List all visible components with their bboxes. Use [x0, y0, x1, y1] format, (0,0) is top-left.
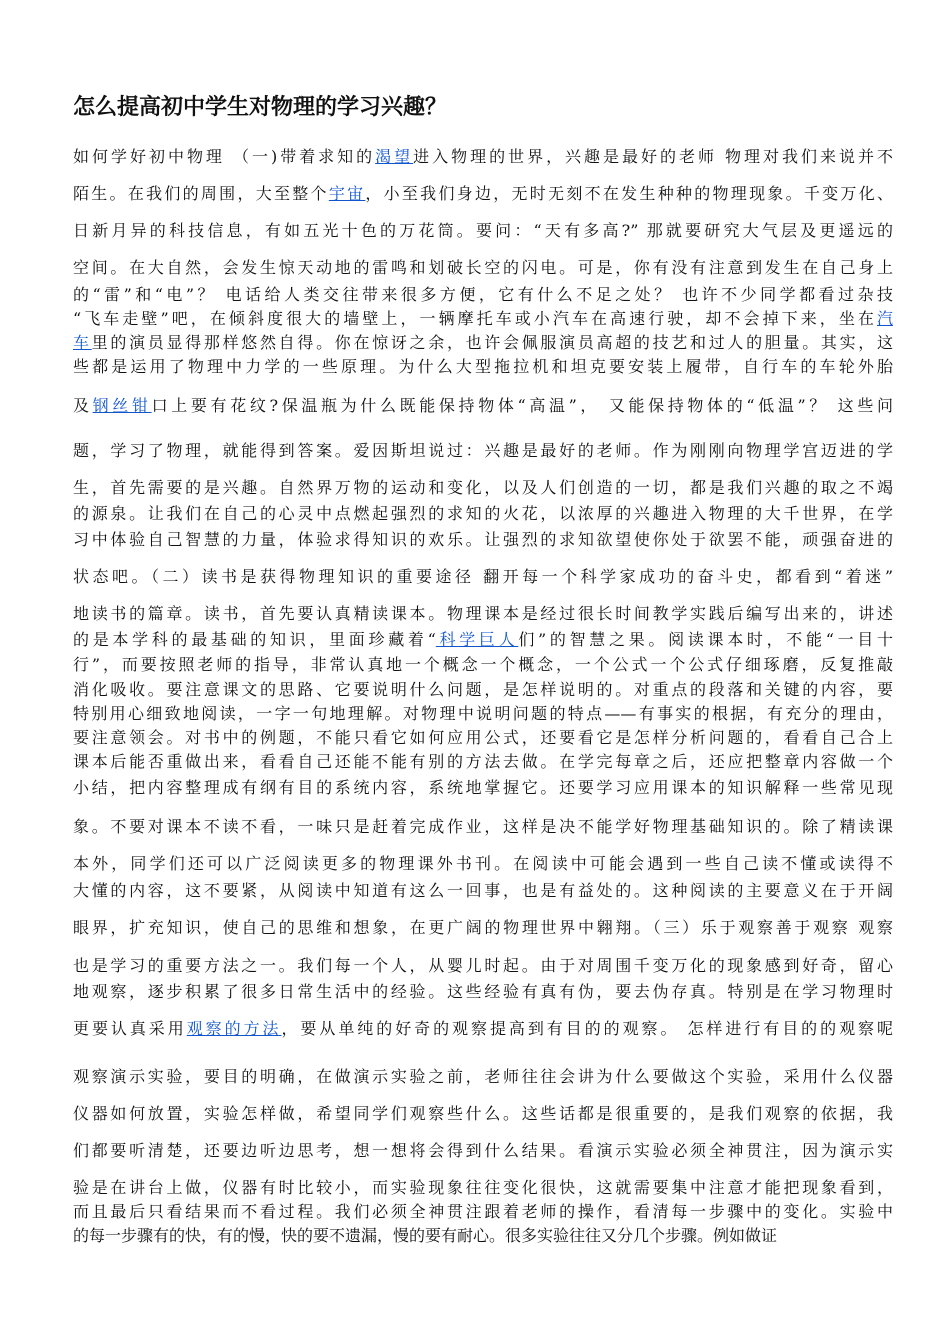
text-run: 的每一步骤有的快，有的慢，快的要不遗漏，慢的要有耐心。很多实验往往又分几个步骤。例如做证 [73, 1226, 778, 1245]
text-line [73, 1201, 893, 1223]
inline-link[interactable]: 宇宙 [328, 184, 366, 203]
text-run: 状态吧。（二）读书是获得物理知识的重要途径 翻开每一个科学家成功的奋斗史，都看到“着迷” [73, 567, 893, 586]
text-run: 日新月异的科技信息，有如五光十色的万花筒。要问：“天有多高?” 那就要研究大气层及更遥远的 [73, 221, 893, 240]
text-line [73, 356, 893, 378]
text-run: ，小至我们身边，无时无刻不在发生种种的物理现象。千变万化、 [365, 184, 893, 203]
text-run: 本外，同学们还可以广泛阅读更多的物理课外书刊。在阅读中可能会遇到一些自己读不懂或读得不 [73, 854, 893, 873]
text-run: 眼界，扩充知识，使自己的思维和想象，在更广阔的物理世界中翱翔。（三）乐于观察善于观察 观察 [73, 918, 893, 937]
text-line [73, 917, 893, 939]
text-line [73, 1177, 893, 1199]
text-run: 些都是运用了物理中力学的一些原理。为什么大型拖拉机和坦克要安装上履带，自行车的车轮外胎 [73, 357, 893, 376]
text-line [73, 654, 893, 676]
text-line [73, 603, 893, 625]
text-run: 验是在讲台上做，仪器有时比较小，而实验现象往往变化很快，这就需要集中注意才能把现象看到， [73, 1178, 893, 1197]
text-run: 空间。在大自然，会发生惊天动地的雷鸣和划破长空的闪电。可是，你有没有注意到发生在自己身上 [73, 258, 893, 277]
text-line [73, 777, 893, 799]
text-line [73, 477, 893, 499]
document-title: 怎么提高初中学生对物理的学习兴趣？ [73, 94, 448, 120]
text-line [73, 332, 893, 354]
text-line [73, 566, 893, 588]
text-run: 里的演员显得那样悠然自得。你在惊讶之余，也许会佩服演员高超的技艺和过人的胆量。其实，这 [91, 333, 893, 352]
text-line [73, 395, 893, 417]
text-line [73, 880, 893, 902]
text-run: 的是本学科的最基础的知识，里面珍藏着“ [73, 630, 436, 649]
text-run: 题，学习了物理，就能得到答案。爱因斯坦说过：兴趣是最好的老师。作为刚刚向物理学宫迈进的学 [73, 441, 893, 460]
text-run: 们都要听清楚，还要边听边思考，想一想将会得到什么结果。看演示实验必须全神贯注，因为演示实 [73, 1141, 893, 1160]
text-run: 地读书的篇章。读书，首先要认真精读课本。物理课本是经过很长时间教学实践后编写出来的，讲述 [73, 604, 893, 623]
inline-link[interactable]: 钢丝钳 [92, 396, 152, 415]
text-line [73, 183, 893, 205]
text-run: 行”，而要按照老师的指导，非常认真地一个概念一个概念，一个公式一个公式仔细琢磨，反复推敲 [73, 655, 893, 674]
text-run: 如何学好初中物理 （一)带着求知的 [73, 147, 376, 166]
text-line [73, 1225, 893, 1247]
text-run: 观察演示实验，要目的明确，在做演示实验之前，老师往往会讲为什么要做这个实验，采用什么仪器 [73, 1067, 893, 1086]
text-line [73, 703, 893, 725]
text-run: 的“雷”和“电”？ 电话给人类交往带来很多方便，它有什么不足之处？ 也许不少同学都看过杂技 [73, 285, 893, 304]
text-run: ，要从单纯的好奇的观察提高到有目的的观察。 怎样进行有目的的观察呢 [281, 1019, 893, 1038]
text-line [73, 220, 893, 242]
inline-link[interactable]: 车 [73, 333, 92, 352]
text-run: 象。不要对课本不读不看，一味只是赶着完成作业，这样是决不能学好物理基础知识的。除了精读课 [73, 817, 893, 836]
text-run: 消化吸收。要注意课文的思路、它要说明什么问题，是怎样说明的。对重点的段落和关键的内容，要 [73, 680, 893, 699]
inline-link[interactable]: 渴望 [375, 147, 414, 166]
text-line [73, 751, 893, 773]
text-line [73, 503, 893, 525]
inline-link[interactable]: 科学巨人 [435, 630, 519, 649]
text-line [73, 1103, 893, 1125]
text-run: “飞车走壁”吧，在倾斜度很大的墙壁上，一辆摩托车或小汽车在高速行驶，却不会掉下来，坐在 [73, 309, 877, 328]
text-line [73, 1066, 893, 1088]
text-run: 生，首先需要的是兴趣。自然界万物的运动和变化，以及人们创造的一切，都是我们兴趣的取之不竭 [73, 478, 893, 497]
text-run: 们”的智慧之果。阅读课本时，不能“一目十 [518, 630, 893, 649]
text-line [73, 816, 893, 838]
text-run: 仪器如何放置，实验怎样做，希望同学们观察些什么。这些话都是很重要的，是我们观察的依据，我 [73, 1104, 893, 1123]
text-line [73, 1018, 893, 1040]
text-run: 习中体验自己智慧的力量，体验求得知识的欢乐。让强烈的求知欲望使你处于欲罢不能，顽强奋进的 [73, 530, 893, 549]
text-run: 更要认真采用 [73, 1019, 187, 1038]
text-line [73, 257, 893, 279]
text-run: 小结，把内容整理成有纲有目的系统内容，系统地掌握它。还要学习应用课本的知识解释一些常见现 [73, 778, 893, 797]
text-line [73, 629, 893, 651]
text-run: 大懂的内容，这不要紧，从阅读中知道有这么一回事，也是有益处的。这种阅读的主要意义在于开阔 [73, 881, 893, 900]
text-line [73, 284, 893, 306]
text-run: 地观察，逐步积累了很多日常生活中的经验。这些经验有真有伪，要去伪存真。特别是在学习物理时 [73, 982, 893, 1001]
text-line [73, 308, 893, 330]
text-run: 也是学习的重要方法之一。我们每一个人，从婴儿时起。由于对周围千变万化的现象感到好奇，留心 [73, 956, 893, 975]
text-run: 而且最后只看结果而不看过程。我们必须全神贯注跟着老师的操作，看清每一步骤中的变化。实验中 [73, 1202, 893, 1221]
text-line [73, 955, 893, 977]
text-line [73, 440, 893, 462]
text-run: 口上要有花纹?保温瓶为什么既能保持物体“高温”， 又能保持物体的“低温”？ 这些问 [151, 396, 893, 415]
text-line [73, 529, 893, 551]
text-line [73, 727, 893, 749]
text-run: 课本后能否重做出来，看看自己还能不能有别的方法去做。在学完每章之后，还应把整章内容做一个 [73, 752, 893, 771]
text-line [73, 1140, 893, 1162]
text-run: 进入物理的世界，兴趣是最好的老师 物理对我们来说并不 [413, 147, 893, 166]
text-run: 陌生。在我们的周围，大至整个 [73, 184, 329, 203]
inline-link[interactable]: 观察的方法 [186, 1019, 282, 1038]
text-run: 及 [73, 396, 93, 415]
text-run: 要注意领会。对书中的例题，不能只看它如何应用公式，还要看它是怎样分析问题的，看看自己合上 [73, 728, 893, 747]
text-line [73, 146, 893, 168]
text-line [73, 853, 893, 875]
text-line [73, 981, 893, 1003]
text-line [73, 679, 893, 701]
text-run: 的源泉。让我们在自己的心灵中点燃起强烈的求知的火花，以浓厚的兴趣进入物理的大千世界，在学 [73, 504, 893, 523]
text-run: 特别用心细致地阅读，一字一句地理解。对物理中说明问题的特点——有事实的根据，有充分的理由， [73, 704, 893, 723]
inline-link[interactable]: 汽 [876, 309, 893, 328]
